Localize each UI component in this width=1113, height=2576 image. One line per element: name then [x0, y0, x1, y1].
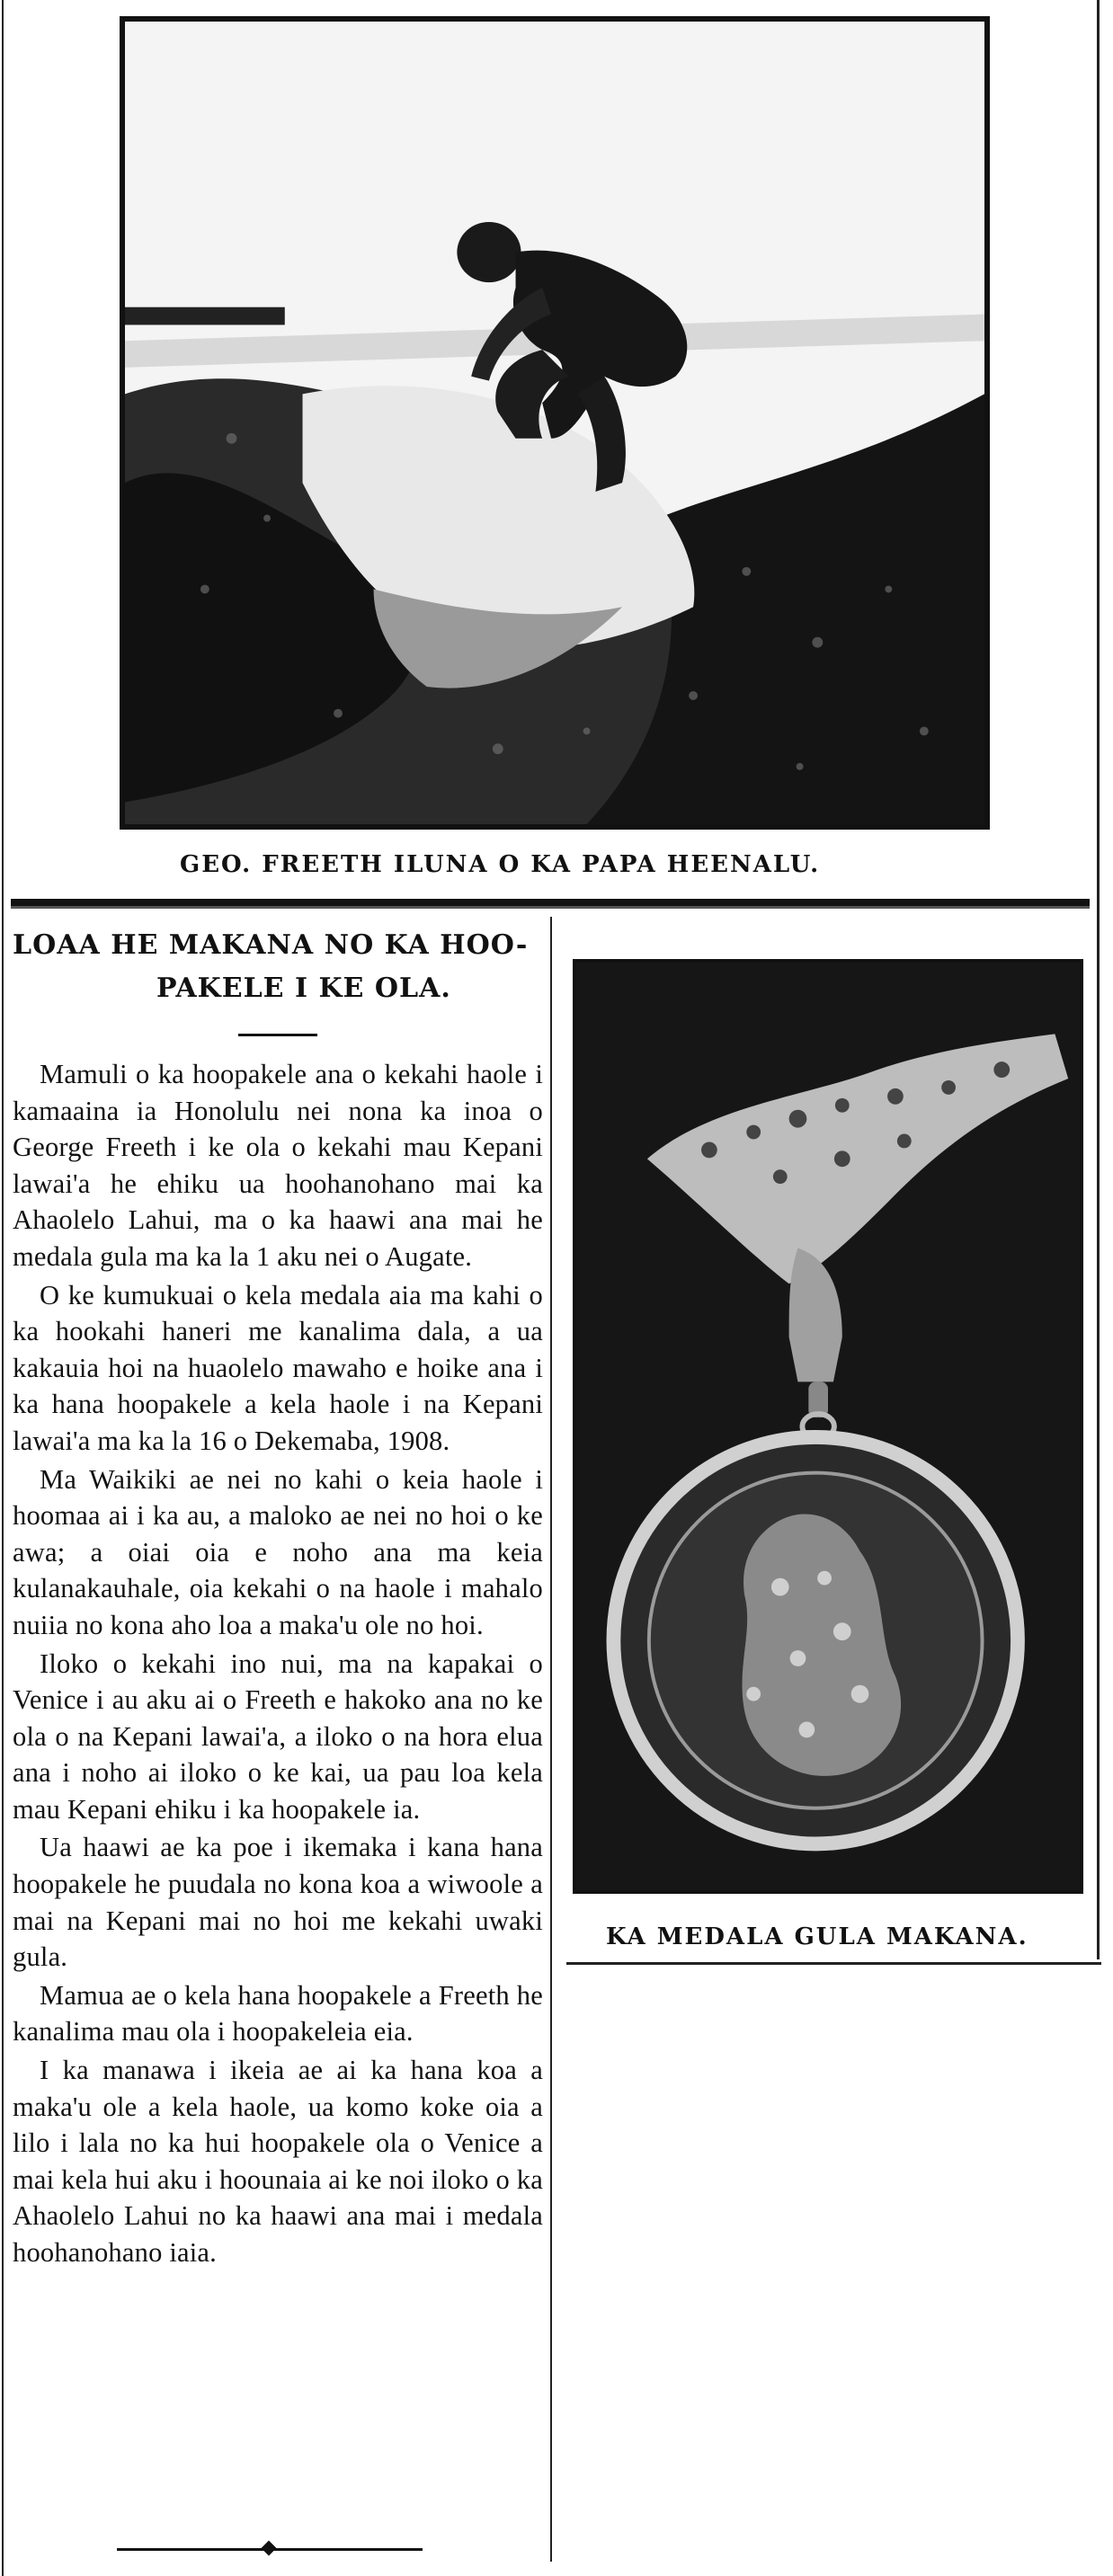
section-divider [11, 899, 1090, 906]
headline-line-2: PAKELE I KE OLA. [156, 973, 451, 1004]
medal-photo-caption: KA MEDALA GULA MAKANA. [606, 1923, 1028, 1950]
article-paragraph: I ka manawa i ikeia ae ai ka hana koa a maka'u ole a kela haole, ua komo koke oia a lilo i lala no ka hui hoopakele ola o Venice a mai kela hui aku i hoounaia ai ke noi iloko o ka Ahaolelo Lahui no ka haawi ana mai i medala hoohanohano iaia. [13, 2055, 543, 2268]
medal-photo [573, 959, 1083, 1894]
surfer-photo [120, 16, 990, 830]
page-border-left [2, 0, 4, 2576]
end-ornament-icon [262, 2541, 277, 2556]
article-headline [13, 924, 543, 1010]
article-paragraph: Mamuli o ka hoopakele ana o kekahi haole i kamaaina ia Honolulu nei nona ka inoa o George Freeth i ke ola o kekahi mau Kepani lawai'a he ehiku ua hoohanohano mai ka Ahaolelo Lahui, ma o ka haawi ana mai he medala gula ma ka la 1 aku nei o Augate. [13, 1059, 543, 1272]
headline-dash [238, 1034, 317, 1036]
article-paragraph: Mamua ae o kela hana hoopakele a Freeth he kanalima mau ola i hoopakeleia eia. [13, 1979, 543, 2047]
headline-line-1: LOAA HE MAKANA NO KA HOO- [13, 929, 529, 961]
article-paragraph: Ma Waikiki ae nei no kahi o keia haole i hoomaa ai i ka au, a maloko ae nei no hoi o ke awa; a oiai oia e noho ana ma keia kulanakauhale, oia kekahi o na haole i mahalo nuiia no kona aho loa a maka'u ole no hoi. [13, 1463, 543, 1640]
article-body [13, 1056, 543, 2271]
surfer-photo-caption: GEO. FREETH ILUNA O KA PAPA HEENALU. [180, 851, 821, 878]
article-paragraph: Ua haawi ae ka poe i ikemaka i kana hana hoopakele he puudala no kona koa a wiwoole a mai na Kepani mai no hoi me kekahi uwaki gula. [13, 1832, 543, 1973]
column-divider [550, 917, 552, 2562]
page-border-right [1097, 0, 1100, 1959]
article-paragraph: Iloko o kekahi ino nui, ma na kapakai o Venice i au aku ai o Freeth e hakoko ana no ke ola o na Kepani lawai'a, a iloko o na hora elua ana i noho ai iloko o ke kai, ua pau loa kela mau Kepani ehiku i ka hoopakele ia. [13, 1648, 543, 1825]
article-paragraph: O ke kumukuai o kela medala aia ma kahi o ka hookahi haneri me kanalima dala, a ua kakauia hoi na huaolelo mawaho e hoike ana i ka hana hoopakele a kela haole i na Kepani lawai'a ma ka la 16 o Dekemaba, 1908. [13, 1279, 543, 1456]
medal-caption-rule [566, 1962, 1101, 1965]
